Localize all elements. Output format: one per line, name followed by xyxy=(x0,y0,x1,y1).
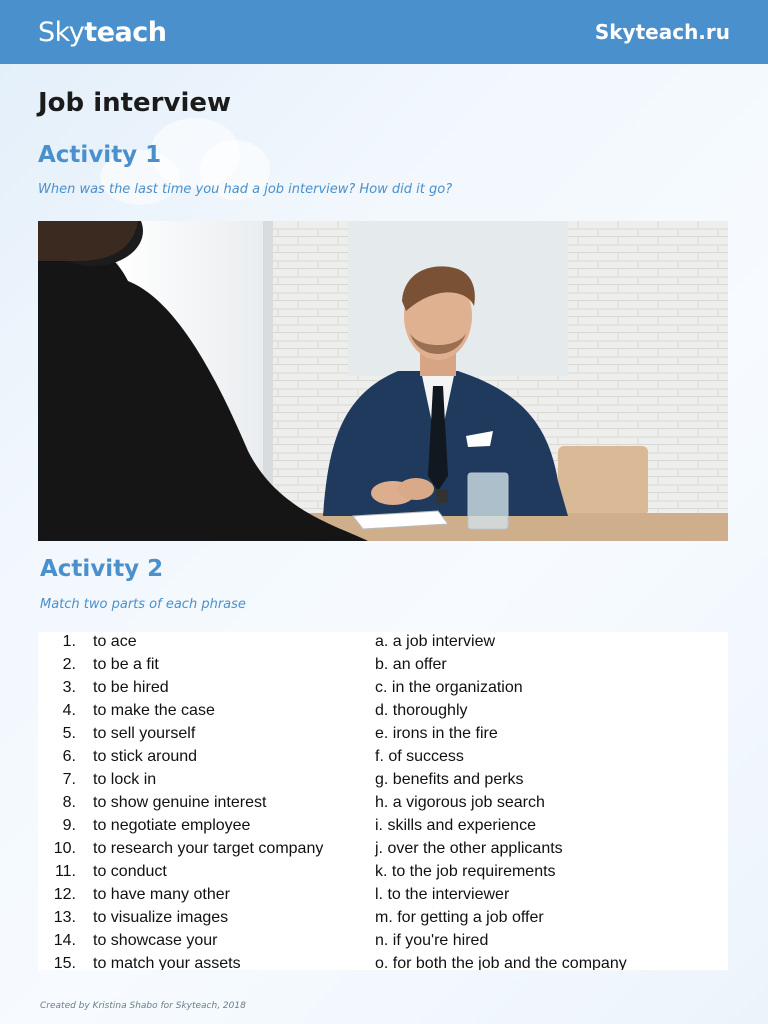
phrase-start: to stick around xyxy=(93,748,198,765)
phrase-start: to lock in xyxy=(93,771,157,788)
activity-1-heading: Activity 1 xyxy=(38,142,162,168)
job-interview-photo xyxy=(38,221,728,541)
table-row xyxy=(38,725,728,748)
page-title: Job interview xyxy=(38,88,232,118)
phrase-start: to make the case xyxy=(93,702,215,719)
phrase-start: to negotiate employee xyxy=(93,817,251,834)
activity-1-instruction: When was the last time you had a job interview? How did it go? xyxy=(38,182,453,197)
phrase-end: b. an offer xyxy=(375,656,447,673)
row-number: 12. xyxy=(53,886,76,903)
phrase-end: o. for both the job and the company xyxy=(375,955,627,970)
phrase-end: e. irons in the fire xyxy=(375,725,498,742)
phrase-end: n. if you're hired xyxy=(375,932,489,949)
table-row xyxy=(38,840,728,863)
phrase-start: to sell yourself xyxy=(93,725,196,742)
table-row xyxy=(38,633,728,656)
phrase-start: to conduct xyxy=(93,863,167,880)
job-interview-photo-illustration xyxy=(38,221,728,541)
phrase-end: f. of success xyxy=(375,748,464,765)
phrase-end: h. a vigorous job search xyxy=(375,794,545,811)
row-number: 9. xyxy=(62,817,76,834)
table-row xyxy=(38,771,728,794)
table-row xyxy=(38,863,728,886)
phrase-start: to show genuine interest xyxy=(93,794,267,811)
phrase-end: j. over the other applicants xyxy=(375,840,563,857)
row-number: 14. xyxy=(53,932,76,949)
table-row xyxy=(38,909,728,932)
table-row xyxy=(38,886,728,909)
phrase-start: to research your target company xyxy=(93,840,324,857)
phrase-end: a. a job interview xyxy=(375,633,496,650)
logo-light: Sky xyxy=(38,16,85,48)
row-number: 11. xyxy=(54,863,76,880)
phrase-start: to visualize images xyxy=(93,909,229,926)
table-row xyxy=(38,679,728,702)
skyteach-logo[interactable] xyxy=(38,17,166,48)
table-row xyxy=(38,748,728,771)
table-row xyxy=(38,932,728,955)
site-link[interactable]: Skyteach.ru xyxy=(594,20,730,44)
row-number: 5. xyxy=(62,725,76,742)
logo-bold: teach xyxy=(84,16,167,48)
row-number: 13. xyxy=(53,909,76,926)
phrase-start: to showcase your xyxy=(93,932,218,949)
phrase-end: g. benefits and perks xyxy=(375,771,524,788)
phrase-start: to be hired xyxy=(93,679,169,696)
table-row xyxy=(38,817,728,840)
row-number: 15. xyxy=(53,955,76,970)
row-number: 6. xyxy=(62,748,76,765)
activity-2-instruction: Match two parts of each phrase xyxy=(40,597,246,612)
phrase-end: i. skills and experience xyxy=(375,817,536,834)
row-number: 3. xyxy=(62,679,76,696)
phrase-start: to have many other xyxy=(93,886,230,903)
table-row xyxy=(38,794,728,817)
row-number: 2. xyxy=(62,656,76,673)
phrase-start: to match your assets xyxy=(93,955,241,970)
row-number: 7. xyxy=(62,771,76,788)
row-number: 8. xyxy=(62,794,76,811)
phrase-end: c. in the organization xyxy=(375,679,523,696)
footer-credit: Created by Kristina Shabo for Skyteach, 2018 xyxy=(40,1001,246,1011)
header-bar xyxy=(0,0,768,64)
phrase-end: d. thoroughly xyxy=(375,702,468,719)
row-number: 1. xyxy=(62,633,76,650)
table-row xyxy=(38,955,728,970)
phrase-start: to ace xyxy=(93,633,137,650)
phrase-end: l. to the interviewer xyxy=(375,886,510,903)
activity-2-heading: Activity 2 xyxy=(40,556,164,582)
phrase-end: k. to the job requirements xyxy=(375,863,556,880)
phrase-end: m. for getting a job offer xyxy=(375,909,544,926)
row-number: 10. xyxy=(53,840,76,857)
table-row xyxy=(38,656,728,679)
row-number: 4. xyxy=(62,702,76,719)
phrase-start: to be a fit xyxy=(93,656,159,673)
matching-table xyxy=(38,632,728,970)
table-row xyxy=(38,702,728,725)
